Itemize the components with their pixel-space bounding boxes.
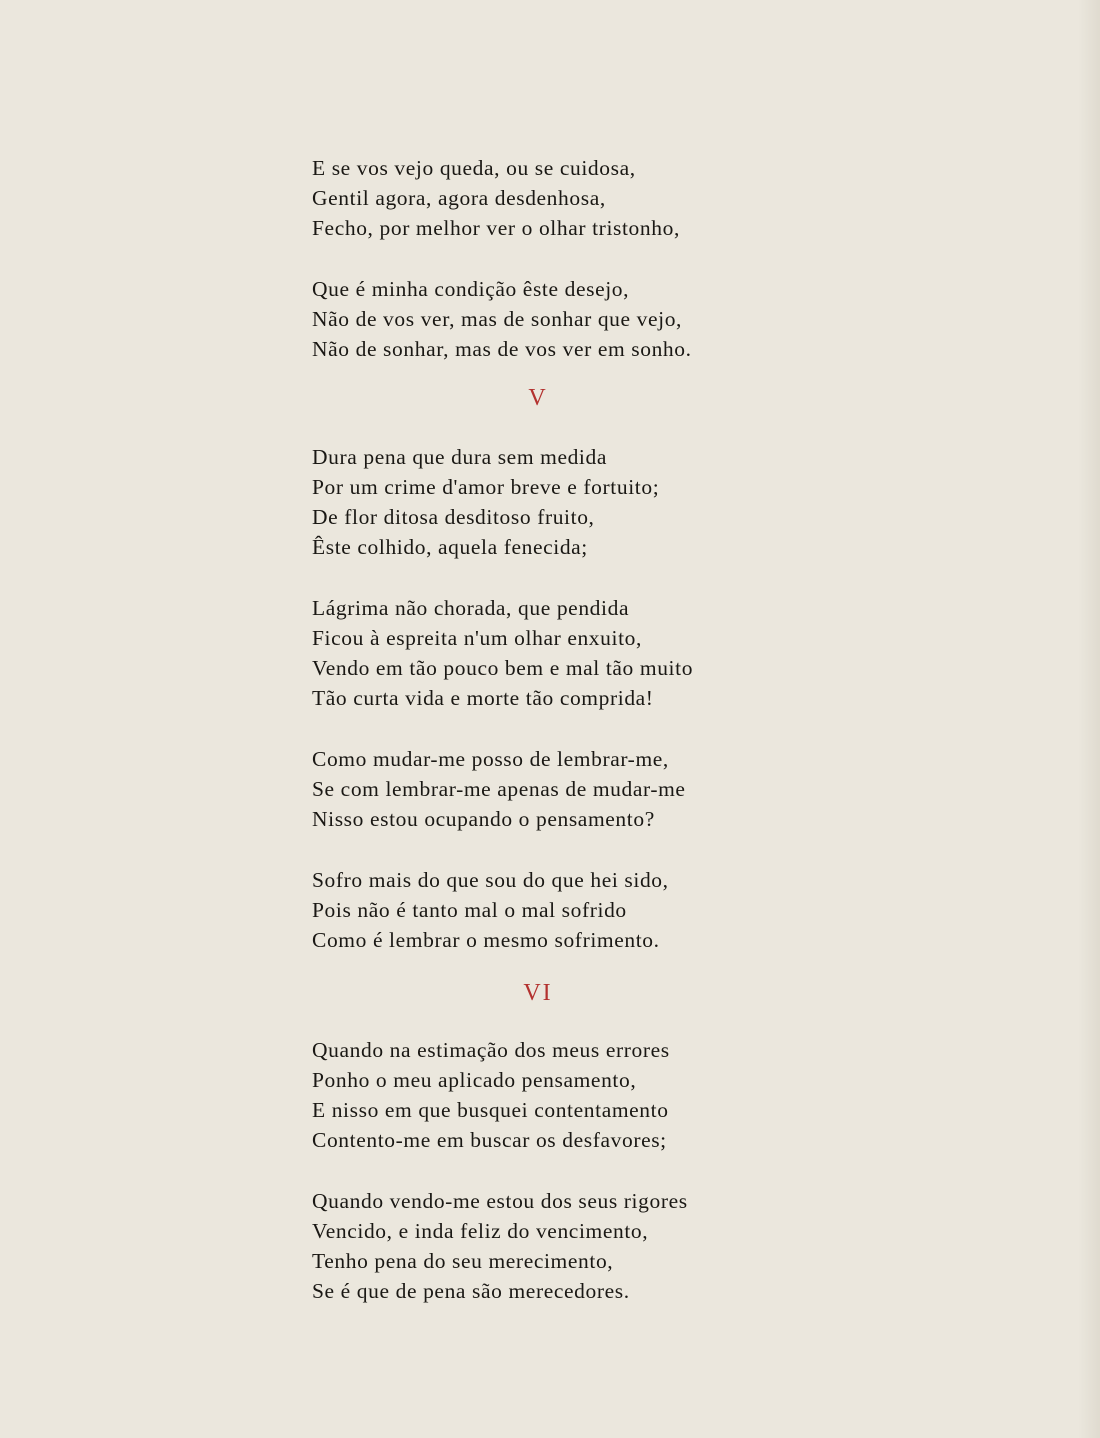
section-numeral-vi: VI <box>523 980 553 1006</box>
verse-line: Pois não é tanto mal o mal sofrido <box>312 898 627 922</box>
verse-line: E se vos vejo queda, ou se cuidosa, <box>312 156 636 180</box>
verse-line: Não de sonhar, mas de vos ver em sonho. <box>312 337 692 361</box>
verse-line: Êste colhido, aquela fenecida; <box>312 535 588 559</box>
verse-line: Vencido, e inda feliz do vencimento, <box>312 1219 649 1243</box>
verse-line: Sofro mais do que sou do que hei sido, <box>312 868 669 892</box>
verse-line: Lágrima não chorada, que pendida <box>312 596 630 620</box>
verse-line: Dura pena que dura sem medida <box>312 445 607 469</box>
verse-line: Tenho pena do seu merecimento, <box>312 1249 614 1273</box>
verse-line: Ponho o meu aplicado pensamento, <box>312 1068 637 1092</box>
verse-line: Contento-me em buscar os desfavores; <box>312 1128 667 1152</box>
verse-line: Nisso estou ocupando o pensamento? <box>312 807 655 831</box>
stanza <box>312 865 832 955</box>
verse-line: Fecho, por melhor ver o olhar tristonho, <box>312 216 680 240</box>
stanza <box>312 1035 832 1155</box>
poem-text <box>312 153 832 1306</box>
stanza <box>312 153 832 243</box>
verse-line: Como é lembrar o mesmo sofrimento. <box>312 928 660 952</box>
verse-line: Quando na estimação dos meus errores <box>312 1038 670 1062</box>
verse-line: Se é que de pena são merecedores. <box>312 1279 630 1303</box>
verse-line: Gentil agora, agora desdenhosa, <box>312 186 606 210</box>
stanza <box>312 593 832 713</box>
section-numeral-v: V <box>528 385 548 411</box>
verse-line: Vendo em tão pouco bem e mal tão muito <box>312 656 694 680</box>
verse-line: De flor ditosa desditoso fruito, <box>312 505 595 529</box>
stanza <box>312 274 832 364</box>
verse-line: Não de vos ver, mas de sonhar que vejo, <box>312 307 683 331</box>
verse-line: Que é minha condição êste desejo, <box>312 277 630 301</box>
verse-line: Quando vendo-me estou dos seus rigores <box>312 1189 688 1213</box>
verse-line: Ficou à espreita n'um olhar enxuito, <box>312 626 642 650</box>
verse-line: Por um crime d'amor breve e fortuito; <box>312 475 660 499</box>
verse-line: Tão curta vida e morte tão comprida! <box>312 686 654 710</box>
verse-line: E nisso em que busquei contentamento <box>312 1098 669 1122</box>
verse-line: Se com lembrar-me apenas de mudar-me <box>312 777 686 801</box>
verse-line: Como mudar-me posso de lembrar-me, <box>312 747 669 771</box>
stanza <box>312 1186 832 1306</box>
stanza <box>312 744 832 834</box>
stanza <box>312 442 832 562</box>
